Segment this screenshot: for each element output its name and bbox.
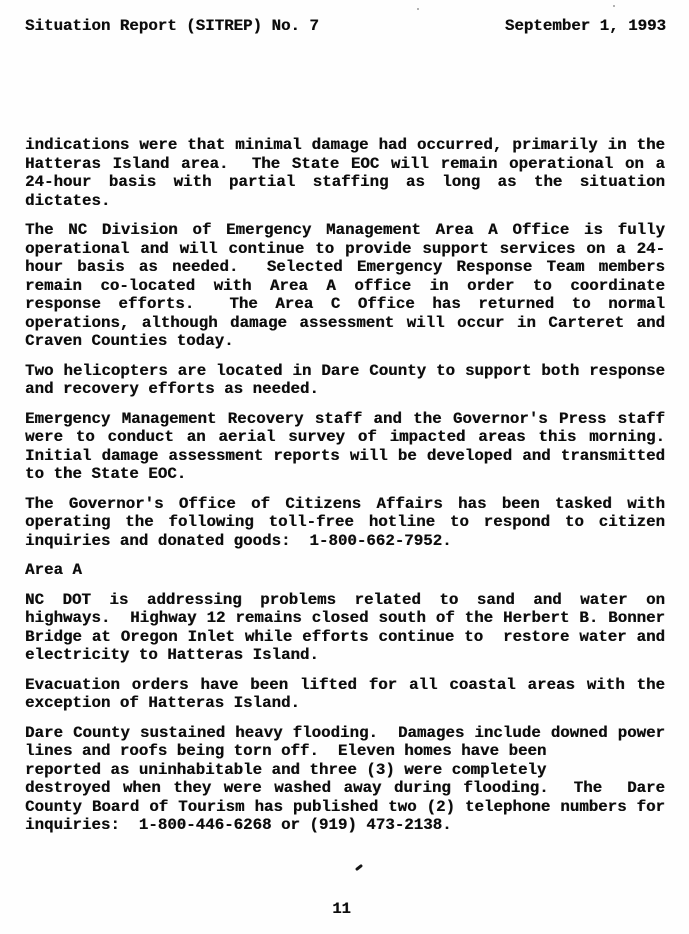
text-line: and recovery efforts as needed. <box>25 380 319 398</box>
document-body <box>25 136 665 846</box>
text-line: inquiries: 1-800-446-6268 or (919) 473-2138. <box>25 816 452 834</box>
text-line: Two helicopters are located in Dare County to support both response <box>25 361 665 380</box>
text-line: NC DOT is addressing problems related to sand and water on <box>25 590 665 609</box>
page-number: 11 <box>332 900 351 918</box>
text-line: inquiries and donated goods: 1-800-662-7952. <box>25 531 452 550</box>
paragraph-evacuation <box>25 676 665 713</box>
text-line: Craven Counties today. <box>25 332 234 350</box>
text-line: Evacuation orders have been lifted for all coastal areas with the <box>25 675 665 694</box>
text-line: operational and will continue to provide support services on a 24- <box>25 239 665 258</box>
text-line: destroyed when they were washed away during flooding. The Dare <box>25 779 665 797</box>
paragraph-dare-county <box>25 724 665 835</box>
text-line: lines and roofs being torn off. Eleven homes have been <box>25 742 547 760</box>
paragraph-helicopters <box>25 362 665 399</box>
text-line: exception of Hatteras Island. <box>25 694 300 712</box>
text-line: Initial damage assessment reports will be developed and transmitted <box>25 446 665 465</box>
text-line: hour basis as needed. Selected Emergency Response Team members <box>25 258 665 276</box>
paragraph-area-a-office <box>25 221 665 351</box>
text-line: dictates. <box>25 191 111 210</box>
paragraph-hotline <box>25 495 665 551</box>
section-heading-text: Area A <box>25 561 82 579</box>
paragraph-state-eoc <box>25 136 665 210</box>
text-line: response efforts. The Area C Office has returned to normal <box>25 295 665 313</box>
text-line: reported as uninhabitable and three (3) were completely <box>25 760 547 779</box>
text-line: County Board of Tourism has published two (2) telephone numbers for <box>25 797 665 816</box>
text-line: highways. Highway 12 remains closed south of the Herbert B. Bonner <box>25 609 665 627</box>
text-line: Emergency Management Recovery staff and the Governor's Press staff <box>25 409 665 428</box>
scan-speck <box>417 8 419 10</box>
text-line: electricity to Hatteras Island. <box>25 646 319 664</box>
text-line: Bridge at Oregon Inlet while efforts continue to restore water and <box>25 627 665 646</box>
scan-smudge-mark <box>355 864 363 871</box>
text-line: remain co-located with Area A office in order to coordinate <box>25 276 665 295</box>
text-line: 24-hour basis with partial staffing as long as the situation <box>25 173 665 191</box>
text-line: The NC Division of Emergency Management Area A Office is fully <box>25 221 665 239</box>
text-line: Dare County sustained heavy flooding. Damages include downed power <box>25 723 665 742</box>
header <box>25 17 666 36</box>
section-heading-area-a <box>25 561 665 580</box>
text-line: The Governor's Office of Citizens Affairs has been tasked with <box>25 494 665 513</box>
text-line: operating the following toll-free hotline to respond to citizen <box>25 513 665 531</box>
text-line: indications were that minimal damage had occurred, primarily in the <box>25 136 665 154</box>
paragraph-nc-dot <box>25 591 665 665</box>
text-line: operations, although damage assessment will occur in Carteret and <box>25 313 665 332</box>
scan-speck <box>613 5 615 7</box>
page-footer <box>0 900 683 919</box>
text-line: Hatteras Island area. The State EOC will remain operational on a <box>25 154 665 173</box>
text-line: were to conduct an aerial survey of impacted areas this morning. <box>25 428 665 446</box>
text-line: to the State EOC. <box>25 465 187 483</box>
report-date: September 1, 1993 <box>504 17 666 35</box>
report-title: Situation Report (SITREP) No. 7 <box>25 17 319 35</box>
paragraph-aerial-survey <box>25 410 665 484</box>
